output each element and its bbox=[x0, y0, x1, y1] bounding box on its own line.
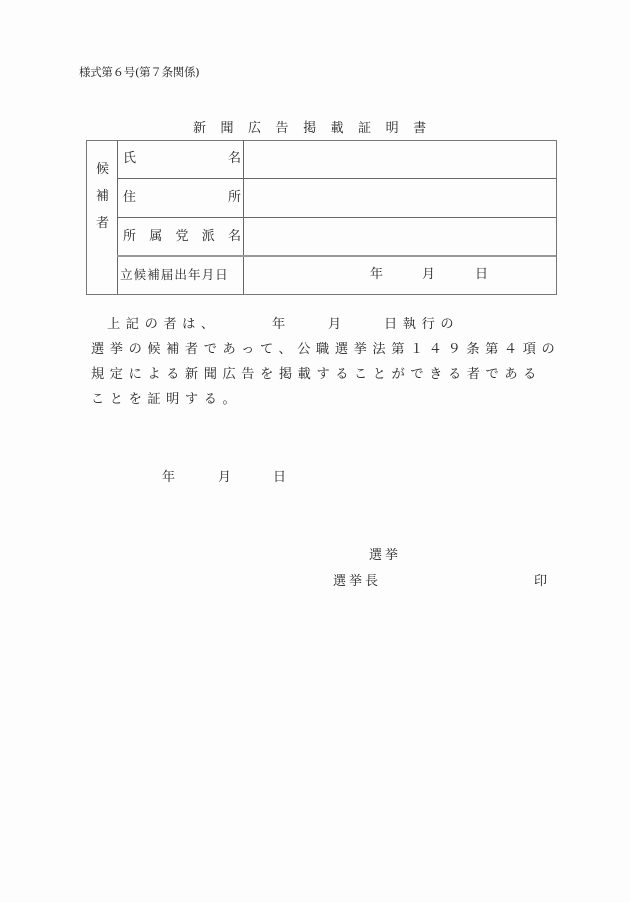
election-label: 選挙 bbox=[369, 548, 402, 563]
title-char: 書 bbox=[413, 121, 427, 136]
body-line-1-suffix: 日執行の bbox=[384, 317, 460, 332]
year-label: 年 bbox=[370, 267, 384, 282]
body-line-1-prefix: 上記の者は、 bbox=[107, 317, 220, 332]
day-label: 日 bbox=[475, 267, 489, 282]
election-chief-label: 選挙長 bbox=[333, 574, 382, 589]
label-char: 党 bbox=[175, 229, 189, 244]
form-number: 様式第６号(第７条関係) bbox=[79, 65, 200, 79]
title-char: 証 bbox=[358, 121, 372, 136]
month-label: 月 bbox=[422, 267, 436, 282]
group-char: 補 bbox=[95, 189, 109, 204]
group-char: 者 bbox=[95, 216, 109, 231]
candidate-group-label bbox=[87, 157, 118, 236]
month-label: 月 bbox=[218, 470, 232, 485]
title-char: 載 bbox=[330, 121, 344, 136]
label-char: 名 bbox=[227, 151, 241, 166]
label-char: 所 bbox=[227, 190, 241, 205]
candidate-table bbox=[86, 140, 557, 295]
year-label: 年 bbox=[162, 470, 176, 485]
title-char: 掲 bbox=[303, 121, 317, 136]
seal-mark: 印 bbox=[534, 574, 548, 589]
title-char: 広 bbox=[248, 121, 262, 136]
body-line-2: 選挙の候補者であって、公職選挙法第１４９条第４項の bbox=[91, 342, 561, 357]
label-address bbox=[123, 179, 241, 217]
title-char: 告 bbox=[275, 121, 289, 136]
label-char: 属 bbox=[149, 229, 163, 244]
body-line-3: 規定による新聞広告を掲載することができる者である bbox=[91, 367, 542, 382]
document-title bbox=[193, 117, 441, 136]
title-char: 聞 bbox=[220, 121, 234, 136]
label-char: 名 bbox=[227, 229, 241, 244]
body-month: 月 bbox=[328, 317, 342, 332]
label-char: 所 bbox=[123, 229, 137, 244]
body-year: 年 bbox=[272, 317, 286, 332]
label-char: 氏 bbox=[123, 151, 137, 166]
body-line-4: ことを証明する。 bbox=[91, 392, 242, 407]
title-char: 新 bbox=[193, 121, 207, 136]
label-party bbox=[123, 218, 241, 256]
title-char: 明 bbox=[385, 121, 399, 136]
label-filing-date: 立候補届出年月日 bbox=[120, 267, 229, 282]
label-name bbox=[123, 140, 241, 178]
label-char: 住 bbox=[123, 190, 137, 205]
group-char: 候 bbox=[95, 162, 109, 177]
filing-date-value bbox=[244, 256, 556, 294]
day-label: 日 bbox=[273, 470, 287, 485]
label-char: 派 bbox=[201, 229, 215, 244]
